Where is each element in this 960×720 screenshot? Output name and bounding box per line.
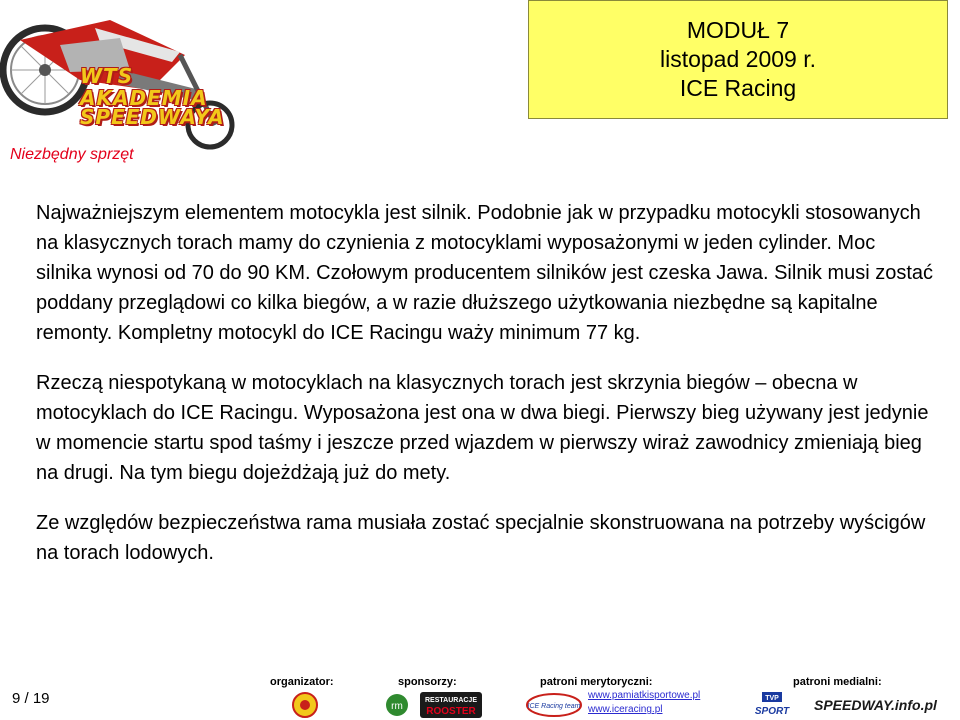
logo-text-akademia: AKADEMIA (80, 86, 208, 110)
link-pamiatkisportowe[interactable]: www.pamiatkisportowe.pl (588, 690, 701, 701)
logo-text-wts: WTS (80, 64, 134, 88)
sponsor-small-text: rm (391, 701, 403, 712)
sponsor-logo-small (380, 692, 414, 718)
organizer-logo (290, 692, 320, 718)
tvp-sport-logo (750, 692, 794, 718)
main-content (36, 198, 936, 588)
module-topic: ICE Racing (679, 75, 797, 101)
organizer-label: organizator: (270, 676, 334, 688)
sponsor-logo-rooster (420, 692, 482, 718)
rooster-badge-bottom: ROOSTER (426, 706, 476, 717)
module-info-box (528, 0, 948, 119)
paragraph-frame: Ze względów bezpieczeństwa rama musiała zostać specjalnie skonstruowana na potrzeby wyścigów na torach lodowych. (36, 512, 926, 564)
module-date: listopad 2009 r. (659, 46, 816, 72)
tvp-badge-top: TVP (765, 695, 779, 702)
page-number: 9 / 19 (12, 690, 50, 707)
speedway-info-text: SPEEDWAY.info.pl (814, 697, 937, 713)
ice-racing-team-text: ICE Racing team (527, 703, 581, 710)
ice-racing-team-logo (525, 692, 583, 718)
link-iceracing[interactable]: www.iceracing.pl (588, 704, 663, 715)
speedway-info-logo (812, 692, 952, 718)
akademia-speedway-logo (0, 0, 250, 150)
media-patrons-label: patroni medialni: (793, 676, 882, 688)
paragraph-engine: Najważniejszym elementem motocykla jest silnik. Podobnie jak w przypadku motocykli stosowanych na klasycznych torach mamy do czynienia z motocyklami wyposażonymi w jeden cylinder. Moc silnika wynosi od 70 do 90 KM. Czołowym producentem silników jest czeska Jawa. Silnik musi zostać poddany przeglądowi co kilka biegów, a w razie dłuższego użytkowania niezbędne są kapitalne remonty. Kompletny motocykl do ICE Racingu waży minimum 77 kg. (36, 202, 934, 344)
sponsors-label: sponsorzy: (398, 676, 457, 688)
section-label: Niezbędny sprzęt (10, 146, 134, 163)
paragraph-gearbox: Rzeczą niespotykaną w motocyklach na klasycznych torach jest skrzynia biegów – obecna w motocyklach do ICE Racingu. Wyposażona jest ona w dwa biegi. Pierwszy bieg używany jest jedynie w momencie startu spod taśmy i jeszcze przed wjazdem w pierwszy wiraż zawodnicy zmieniają bieg na drugi. Na tym biegu dojeżdżają już do mety. (36, 372, 929, 484)
tvp-badge-bottom: SPORT (754, 706, 790, 717)
logo-text-speedwaya: SPEEDWAYA (80, 105, 225, 129)
rooster-badge-top: RESTAURACJE (425, 697, 477, 704)
patrons-label: patroni merytoryczni: (540, 676, 653, 688)
module-number: MODUŁ 7 (686, 17, 790, 43)
